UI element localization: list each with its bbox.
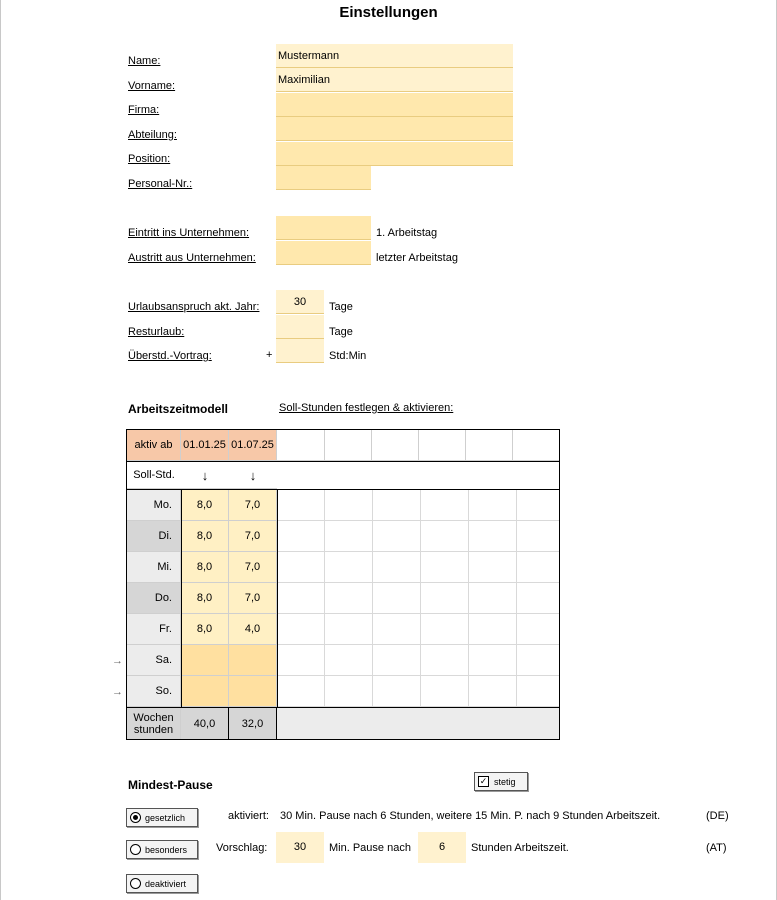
austritt-field[interactable] bbox=[276, 241, 371, 265]
arrow-down-icon: ↓ bbox=[229, 462, 277, 489]
date-8[interactable] bbox=[513, 430, 559, 461]
day-di: Di. bbox=[127, 521, 181, 552]
besonders-label: besonders bbox=[145, 844, 188, 855]
day-so: So. bbox=[127, 676, 181, 707]
resturlaub-field[interactable] bbox=[276, 315, 324, 339]
soll-std-label: Soll-Std. bbox=[127, 462, 181, 489]
wochenstunden-line2: stunden bbox=[133, 723, 174, 736]
personalnr-field[interactable] bbox=[276, 166, 371, 190]
stetig-label: stetig bbox=[494, 776, 516, 787]
name-field[interactable]: Mustermann bbox=[276, 44, 513, 68]
at-label: (AT) bbox=[706, 842, 727, 854]
resturlaub-label: Resturlaub: bbox=[128, 326, 185, 338]
ueberstd-sign: + bbox=[266, 349, 273, 361]
wochenstunden-line1: Wochen bbox=[133, 711, 174, 724]
radio-icon bbox=[130, 878, 141, 889]
date-5[interactable] bbox=[372, 430, 419, 461]
vorschlag-end: Stunden Arbeitszeit. bbox=[471, 842, 569, 854]
hours-cell[interactable]: 8,0 bbox=[181, 614, 229, 645]
hours-cell[interactable]: 8,0 bbox=[181, 583, 229, 614]
day-do: Do. bbox=[127, 583, 181, 614]
hours-cell[interactable]: 8,0 bbox=[181, 552, 229, 583]
austritt-label: Austritt aus Unternehmen: bbox=[128, 252, 256, 264]
total-empty bbox=[277, 708, 559, 739]
urlaub-field[interactable]: 30 bbox=[276, 290, 324, 314]
radio-selected-icon bbox=[130, 812, 141, 823]
ueberstd-label: Überstd.-Vortrag: bbox=[128, 350, 212, 362]
de-label: (DE) bbox=[706, 810, 729, 822]
soll-stunden-link[interactable]: Soll-Stunden festlegen & aktivieren: bbox=[279, 402, 454, 414]
hours-cell[interactable]: 8,0 bbox=[181, 490, 229, 521]
vorname-label: Vorname: bbox=[128, 80, 176, 92]
model-table bbox=[126, 429, 560, 740]
day-mi: Mi. bbox=[127, 552, 181, 583]
hours-cell[interactable]: 7,0 bbox=[229, 521, 277, 552]
day-mo: Mo. bbox=[127, 490, 181, 521]
firma-label: Firma: bbox=[128, 104, 160, 116]
stetig-checkbox[interactable] bbox=[474, 772, 528, 791]
hours-cell[interactable]: 7,0 bbox=[229, 552, 277, 583]
hours-cell[interactable]: 8,0 bbox=[181, 521, 229, 552]
wochenstunden-label bbox=[127, 708, 181, 739]
empty-grid[interactable] bbox=[277, 490, 559, 707]
firma-field[interactable] bbox=[276, 93, 513, 117]
vorschlag-std-field[interactable]: 6 bbox=[418, 832, 466, 863]
vorschlag-mid: Min. Pause nach bbox=[329, 842, 411, 854]
date-1[interactable]: 01.01.25 bbox=[181, 430, 229, 461]
vorschlag-min-field[interactable]: 30 bbox=[276, 832, 324, 863]
ueberstd-unit: Std:Min bbox=[329, 350, 367, 362]
aktiv-ab-label: aktiv ab bbox=[127, 430, 181, 461]
radio-icon bbox=[130, 844, 141, 855]
ueberstd-field[interactable] bbox=[276, 339, 324, 363]
pause-heading: Mindest-Pause bbox=[128, 778, 213, 792]
abteilung-label: Abteilung: bbox=[128, 129, 177, 141]
date-2[interactable]: 01.07.25 bbox=[229, 430, 277, 461]
date-6[interactable] bbox=[419, 430, 466, 461]
hours-cell[interactable]: 7,0 bbox=[229, 583, 277, 614]
resturlaub-unit: Tage bbox=[329, 326, 353, 338]
vorschlag-label: Vorschlag: bbox=[216, 842, 268, 854]
position-field[interactable] bbox=[276, 142, 513, 166]
gesetzlich-label: gesetzlich bbox=[145, 812, 186, 823]
hours-cell[interactable] bbox=[181, 676, 229, 707]
urlaub-label: Urlaubsanspruch akt. Jahr: bbox=[128, 301, 260, 313]
arrow-down-icon: ↓ bbox=[181, 462, 229, 489]
radio-besonders[interactable] bbox=[126, 840, 198, 859]
check-icon: ✓ bbox=[479, 776, 488, 786]
urlaub-unit: Tage bbox=[329, 301, 353, 313]
aktiviert-label: aktiviert: bbox=[228, 810, 269, 822]
name-label: Name: bbox=[128, 55, 161, 67]
total-1: 40,0 bbox=[181, 708, 229, 739]
eintritt-note: 1. Arbeitstag bbox=[376, 227, 438, 239]
hours-cell[interactable]: 4,0 bbox=[229, 614, 277, 645]
weekend-arrow-icon: → bbox=[112, 686, 123, 698]
position-label: Position: bbox=[128, 153, 171, 165]
date-3[interactable] bbox=[277, 430, 325, 461]
hours-cell[interactable]: 7,0 bbox=[229, 490, 277, 521]
vorname-field[interactable]: Maximilian bbox=[276, 68, 513, 92]
abteilung-field[interactable] bbox=[276, 117, 513, 141]
personalnr-label: Personal-Nr.: bbox=[128, 178, 193, 190]
eintritt-field[interactable] bbox=[276, 216, 371, 240]
date-7[interactable] bbox=[466, 430, 513, 461]
radio-gesetzlich[interactable] bbox=[126, 808, 198, 827]
weekend-arrow-icon: → bbox=[112, 655, 123, 667]
page-title: Einstellungen bbox=[339, 4, 438, 21]
eintritt-label: Eintritt ins Unternehmen: bbox=[128, 227, 250, 239]
austritt-note: letzter Arbeitstag bbox=[376, 252, 458, 264]
model-heading: Arbeitszeitmodell bbox=[128, 402, 229, 416]
hours-cell[interactable] bbox=[229, 645, 277, 676]
deaktiviert-label: deaktiviert bbox=[145, 878, 187, 889]
day-fr: Fr. bbox=[127, 614, 181, 645]
total-2: 32,0 bbox=[229, 708, 277, 739]
hours-cell[interactable] bbox=[181, 645, 229, 676]
aktiviert-text: 30 Min. Pause nach 6 Stunden, weitere 15 Min. P. nach 9 Stunden Arbeitszeit. bbox=[280, 810, 661, 822]
hours-cell[interactable] bbox=[229, 676, 277, 707]
radio-deaktiviert[interactable] bbox=[126, 874, 198, 893]
date-4[interactable] bbox=[325, 430, 372, 461]
day-sa: Sa. bbox=[127, 645, 181, 676]
